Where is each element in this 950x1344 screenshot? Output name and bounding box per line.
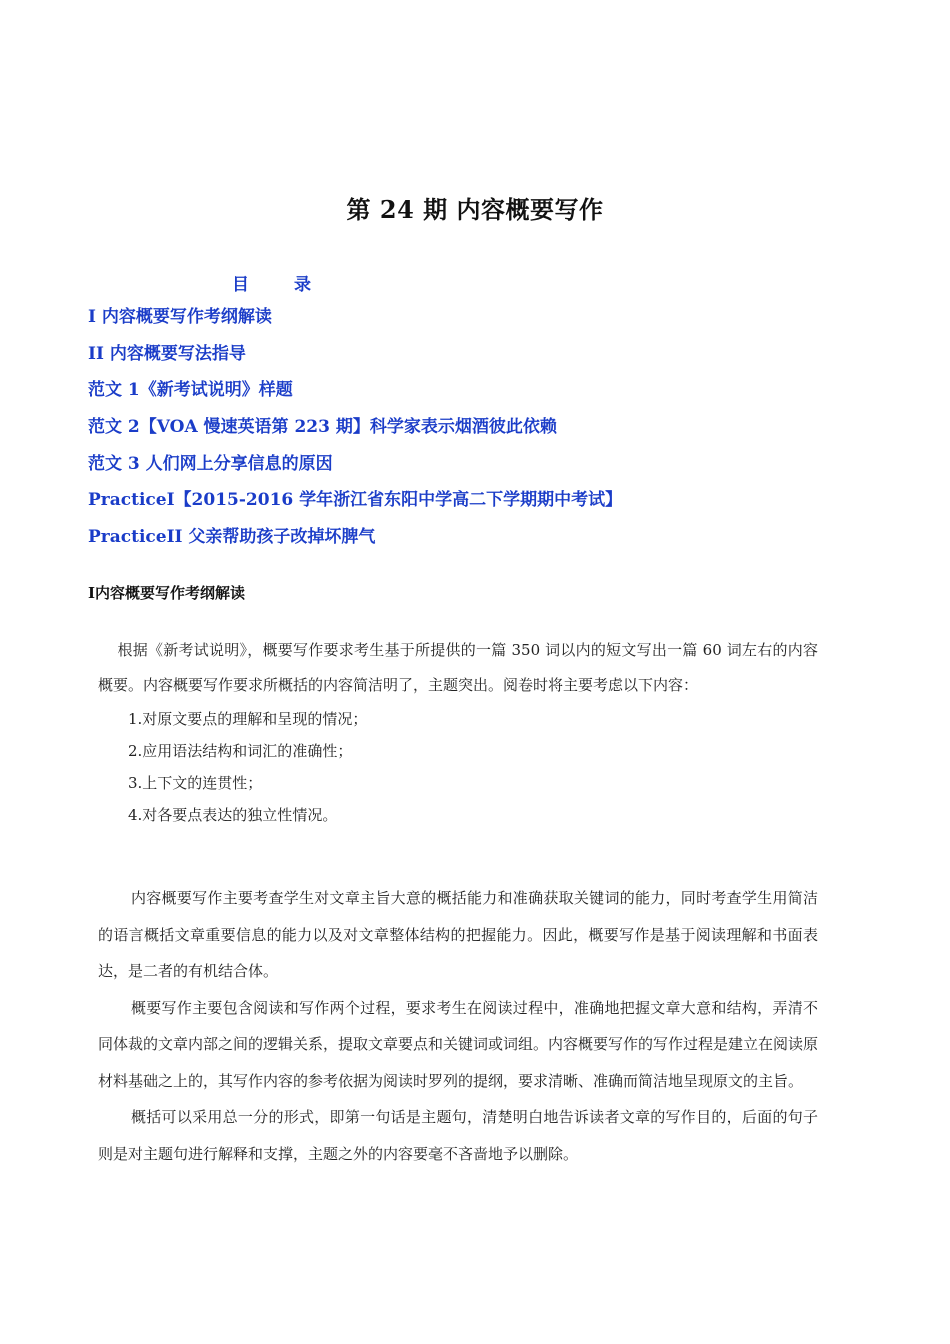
toc-item-sample-2[interactable]: 范文 2【VOA 慢速英语第 223 期】科学家表示烟酒彼此依赖	[88, 417, 557, 438]
intro-block	[98, 633, 818, 831]
page-title: 第 24 期 内容概要写作	[346, 195, 604, 224]
criteria-item: 3.上下文的连贯性；	[128, 774, 263, 792]
body-paragraph: 内容概要写作主要考查学生对文章主旨大意的概括能力和准确获取关键词的能力，同时考查学生用简洁的语言概括文章重要信息的能力以及对文章整体结构的把握能力。因此，概要写作是基于阅读理解和书面表达，是二者的有机结合体。	[98, 889, 818, 980]
section-heading: I内容概要写作考纲解读	[88, 584, 246, 602]
toc-heading: 目 录	[232, 275, 325, 295]
toc-item-guide[interactable]: II 内容概要写法指导	[88, 343, 246, 364]
toc-item-practice-1[interactable]: PracticeI【2015-2016 学年浙江省东阳中学高二下学期期中考试】	[88, 490, 623, 511]
table-of-contents	[88, 303, 622, 560]
criteria-item: 1.对原文要点的理解和呈现的情况；	[128, 710, 368, 728]
intro-paragraph: 根据《新考试说明》，概要写作要求考生基于所提供的一篇 350 词以内的短文写出一篇 60 词左右的内容概要。内容概要写作要求所概括的内容简洁明了，主题突出。阅卷时将主要考虑以下内容：	[98, 641, 818, 694]
criteria-item: 4.对各要点表达的独立性情况。	[128, 806, 338, 824]
toc-item-outline[interactable]: I 内容概要写作考纲解读	[88, 307, 272, 327]
toc-item-practice-2[interactable]: PracticeII 父亲帮助孩子改掉坏脾气	[88, 527, 376, 548]
body-block	[98, 880, 818, 1172]
toc-item-sample-3[interactable]: 范文 3 人们网上分享信息的原因	[88, 453, 333, 474]
body-paragraph: 概括可以采用总一分的形式，即第一句话是主题句，清楚明白地告诉读者文章的写作目的，后面的句子则是对主题句进行解释和支撑，主题之外的内容要毫不吝啬地予以删除。	[98, 1108, 818, 1163]
body-paragraph: 概要写作主要包含阅读和写作两个过程，要求考生在阅读过程中，准确地把握文章大意和结构，弄清不同体裁的文章内部之间的逻辑关系，提取文章要点和关键词或词组。内容概要写作的写作过程是建立在阅读原材料基础之上的，其写作内容的参考依据为阅读时罗列的提纲，要求清晰、准确而简洁地呈现原文的主旨。	[98, 998, 819, 1090]
criteria-item: 2.应用语法结构和词汇的准确性；	[128, 742, 353, 760]
toc-item-sample-1[interactable]: 范文 1《新考试说明》样题	[88, 380, 293, 401]
